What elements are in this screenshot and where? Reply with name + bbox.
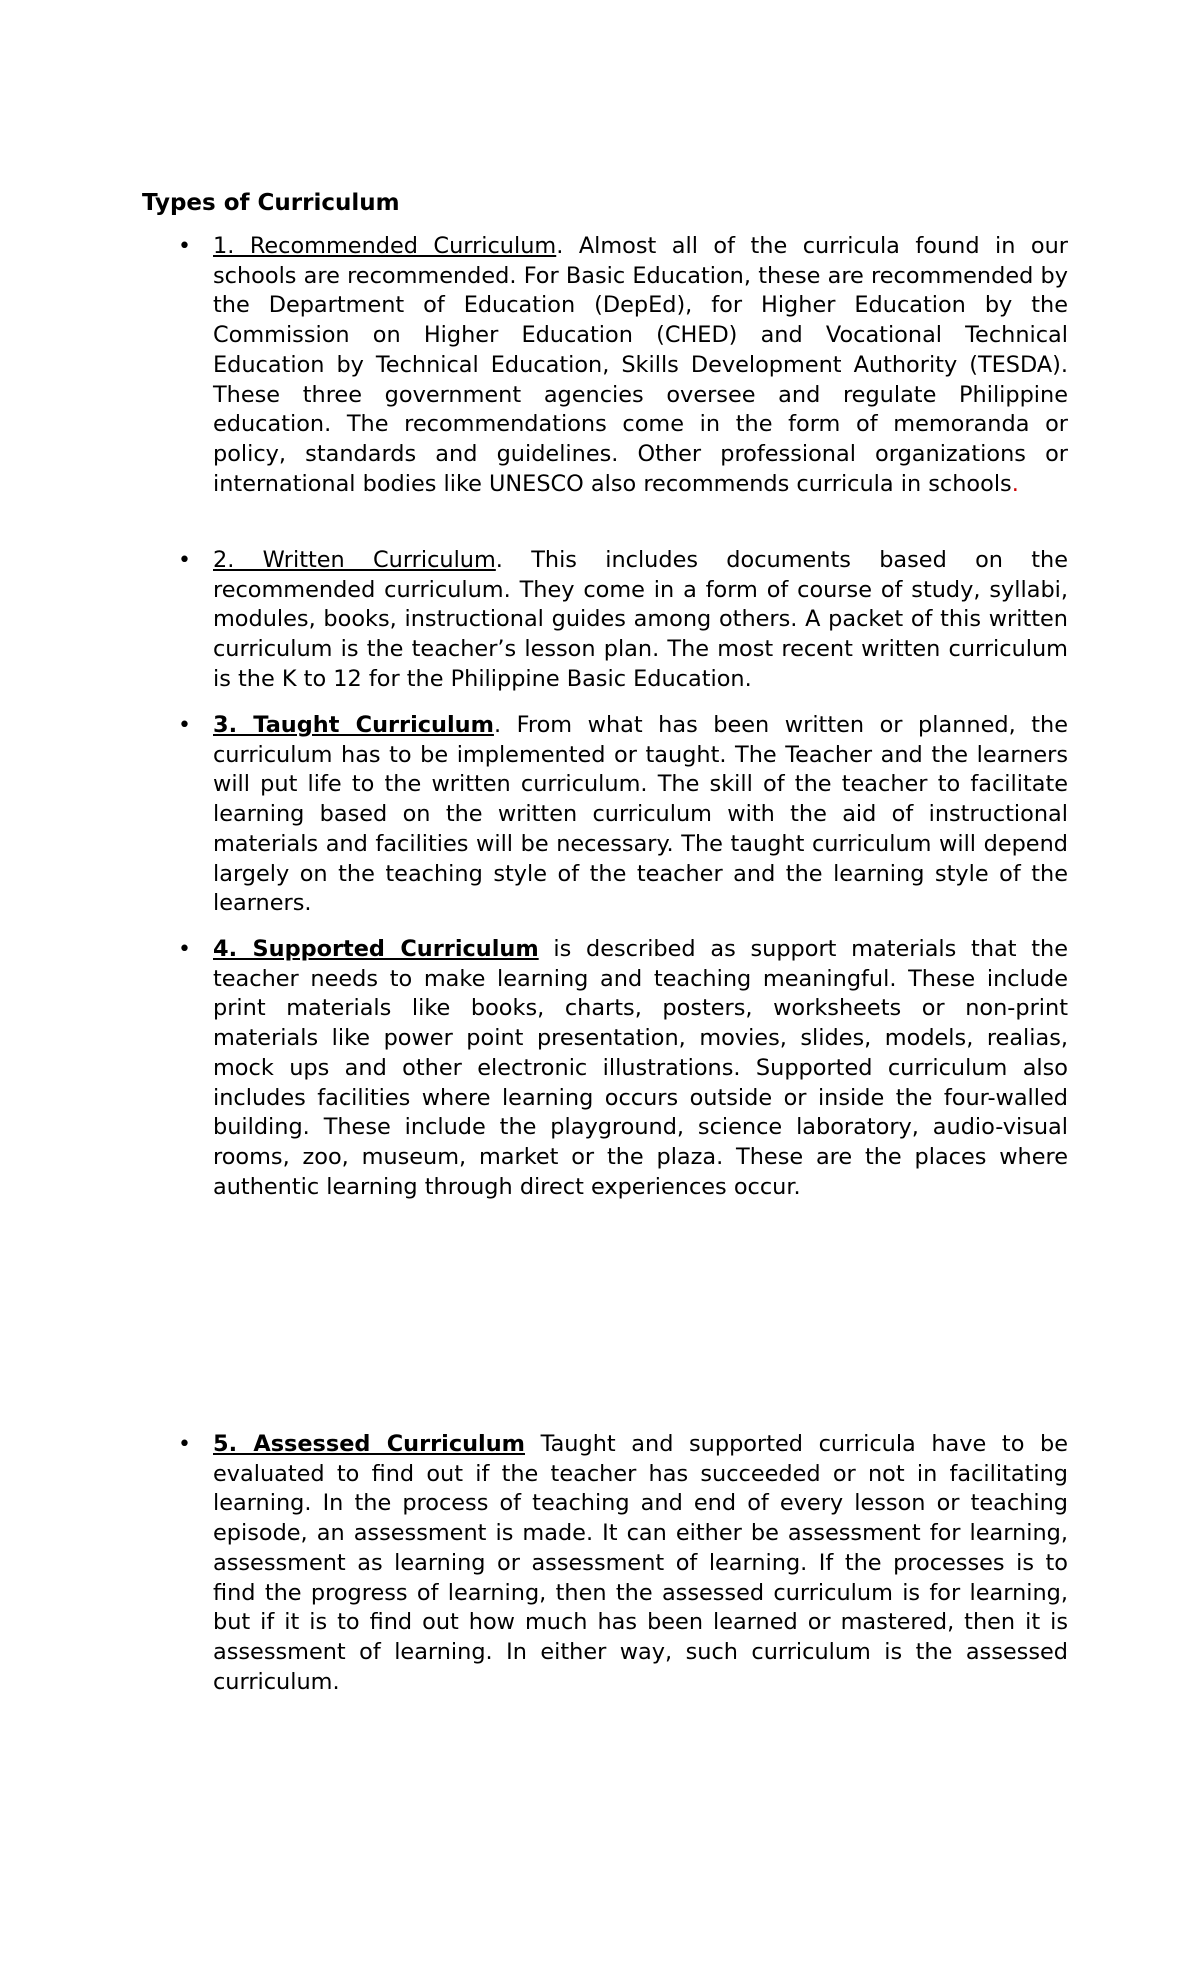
bullet-icon: •: [178, 713, 191, 738]
bullet-icon: •: [178, 1432, 191, 1457]
bullet-icon: •: [178, 937, 191, 962]
bullet-icon: •: [178, 548, 191, 573]
item-heading: 1. Recommended Curriculum: [213, 233, 557, 259]
list-item-supported-curriculum: [178, 935, 1068, 1202]
heading-punctuation: .: [495, 547, 503, 573]
item-body: From what has been written or planned, the curriculum has to be implemented or taught. The Teacher and the learners will put life to the written curriculum. The skill of the teacher to facilitate learning based on the written curriculum with the aid of instructional materials and facilities will be necessary. The taught curriculum will depend largely on the teaching style of the teacher and the learning style of the learners.: [213, 712, 1068, 917]
item-body: is described as support materials that the teacher needs to make learning and teaching meaningful. These include print materials like books, charts, posters, worksheets or non-print materials like power point presentation, movies, slides, models, realias, mock ups and other electronic illustrations. Supported curriculum also includes facilities where learning occurs outside or inside the four-walled building. These include the playground, science laboratory, audio-visual rooms, zoo, museum, market or the plaza. These are the places where authentic learning through direct experiences occur.: [213, 936, 1068, 1200]
item-body: Taught and supported curricula have to be evaluated to find out if the teacher has succeeded or not in facilitating learning. In the process of teaching and end of every lesson or teaching episode, an assessment is made. It can either be assessment for learning, assessment as learning or assessment of learning. If the processes is to find the progress of learning, then the assessed curriculum is for learning, but if it is to find out how much has been learned or mastered, then it is assessment of learning. In either way, such curriculum is the assessed curriculum.: [213, 1431, 1068, 1695]
item-heading: 2. Written Curriculum: [213, 547, 496, 573]
heading-punctuation: .: [493, 712, 502, 738]
item-heading: 3. Taught Curriculum: [213, 712, 494, 738]
page-title: Types of Curriculum: [142, 190, 400, 216]
item-body: Almost all of the curricula found in our schools are recommended. For Basic Education, these are recommended by the Department of Education (DepEd), for Higher Education by the Commission on Higher Education (CHED) and Vocational Technical Education by Technical Education, Skills Development Authority (TESDA). These three government agencies oversee and regulate Philippine education. The recommendations come in the form of memoranda or policy, standards and guidelines. Other professional organizations or international bodies like UNESCO also recommends curricula in schools: [213, 233, 1068, 497]
list-item-written-curriculum: [178, 546, 1068, 695]
list-item-taught-curriculum: [178, 711, 1068, 919]
item-heading: 5. Assessed Curriculum: [213, 1431, 525, 1457]
item-tail-punctuation: .: [1011, 470, 1019, 497]
item-body: This includes documents based on the recommended curriculum. They come in a form of course of study, syllabi, modules, books, instructional guides among others. A packet of this written curriculum is the teacher’s lesson plan. The most recent written curriculum is the K to 12 for the Philippine Basic Education.: [213, 547, 1068, 692]
list-item-recommended-curriculum: [178, 232, 1068, 499]
heading-punctuation: .: [556, 233, 564, 259]
list-item-assessed-curriculum: [178, 1430, 1068, 1697]
item-heading: 4. Supported Curriculum: [213, 936, 539, 962]
bullet-icon: •: [178, 234, 191, 259]
